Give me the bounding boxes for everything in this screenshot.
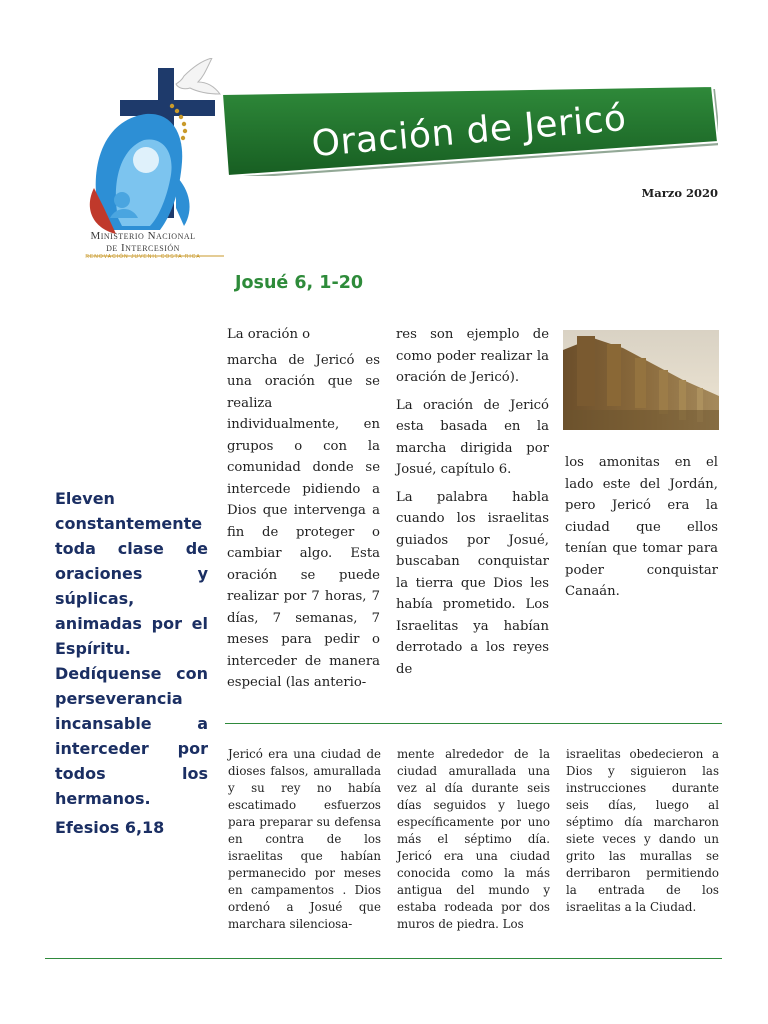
- sidebar-quote: [55, 486, 208, 840]
- org-name-line2: de Intercesión: [106, 242, 180, 254]
- quote-text: Eleven constantemente toda clase de oraciones y súplicas, animadas por el Espíritu. Dedíquense con perseverancia incansable a interceder por todos los hermanos.: [55, 489, 208, 808]
- lower-column-1: Jericó era una ciudad de dioses falsos, amurallada y su rey no había escatimado esfuerzos para preparar su defensa en contra de los israelitas que habían permanecido por meses en campamentos . Dios ordenó a Josué que marchara silenciosa-: [228, 747, 381, 931]
- article-paragraph: los amonitas en el lado este del Jordán, pero Jericó era la ciudad que ellos tenían que tomar para poder conquistar Canaán.: [565, 455, 718, 599]
- banner-title: Oración de Jericó: [310, 97, 628, 165]
- article-paragraph: La palabra habla cuando los israelitas guiados por Josué, buscaban conquistar la tierra que Dios les había prometido. Los Israelitas ya habían derrotado a los reyes de: [396, 489, 549, 677]
- article-column-2: [396, 324, 549, 686]
- lower-column-2: mente alrededor de la ciudad amurallada una vez al día durante seis días seguidos y luego específicamente por uno más el séptimo día. Jericó era una ciudad conocida como la más antigua del mundo y estaba rodeada por dos muros de piedra. Los: [397, 747, 550, 931]
- article-column-3: [565, 452, 718, 609]
- section-heading: Josué 6, 1-20: [235, 273, 364, 293]
- org-name: [80, 230, 206, 254]
- section-divider: [225, 723, 722, 724]
- article-column-1: [227, 324, 380, 700]
- org-name-line1: Ministerio Nacional: [90, 230, 196, 242]
- article-paragraph: marcha de Jericó es una oración que se realiza individualmente, en grupos o con la comunidad donde se intercede pidiendo a Dios que intervenga a fin de proteger o cambiar algo. Esta oración se puede realizar por 7 horas, 7 días, 7 semanas, 7 meses para pedir o interceder de manera especial (las anterio-: [227, 352, 380, 690]
- city-walls-photo: [563, 330, 719, 430]
- virgin-and-child-icon: [90, 114, 190, 234]
- article-paragraph: La oración de Jericó esta basada en la marcha dirigida por Josué, capítulo 6.: [396, 397, 549, 477]
- footer-divider: [45, 958, 722, 959]
- org-tagline: RENOVACIÓN JUVENIL COSTA RICA: [85, 254, 201, 260]
- article-lead: La oración o: [227, 327, 311, 342]
- dove-icon: [176, 58, 220, 94]
- lower-column-3: israelitas obedecieron a Dios y siguieron las instrucciones durante seis días, luego al séptimo día marcharon siete veces y dando un grito las murallas se derribaron permitiendo la entrada de los israelitas a la Ciudad.: [566, 747, 719, 914]
- quote-reference: Efesios 6,18: [55, 818, 165, 837]
- article-paragraph: res son ejemplo de como poder realizar la oración de Jericó).: [396, 327, 549, 385]
- issue-date: Marzo 2020: [641, 186, 718, 200]
